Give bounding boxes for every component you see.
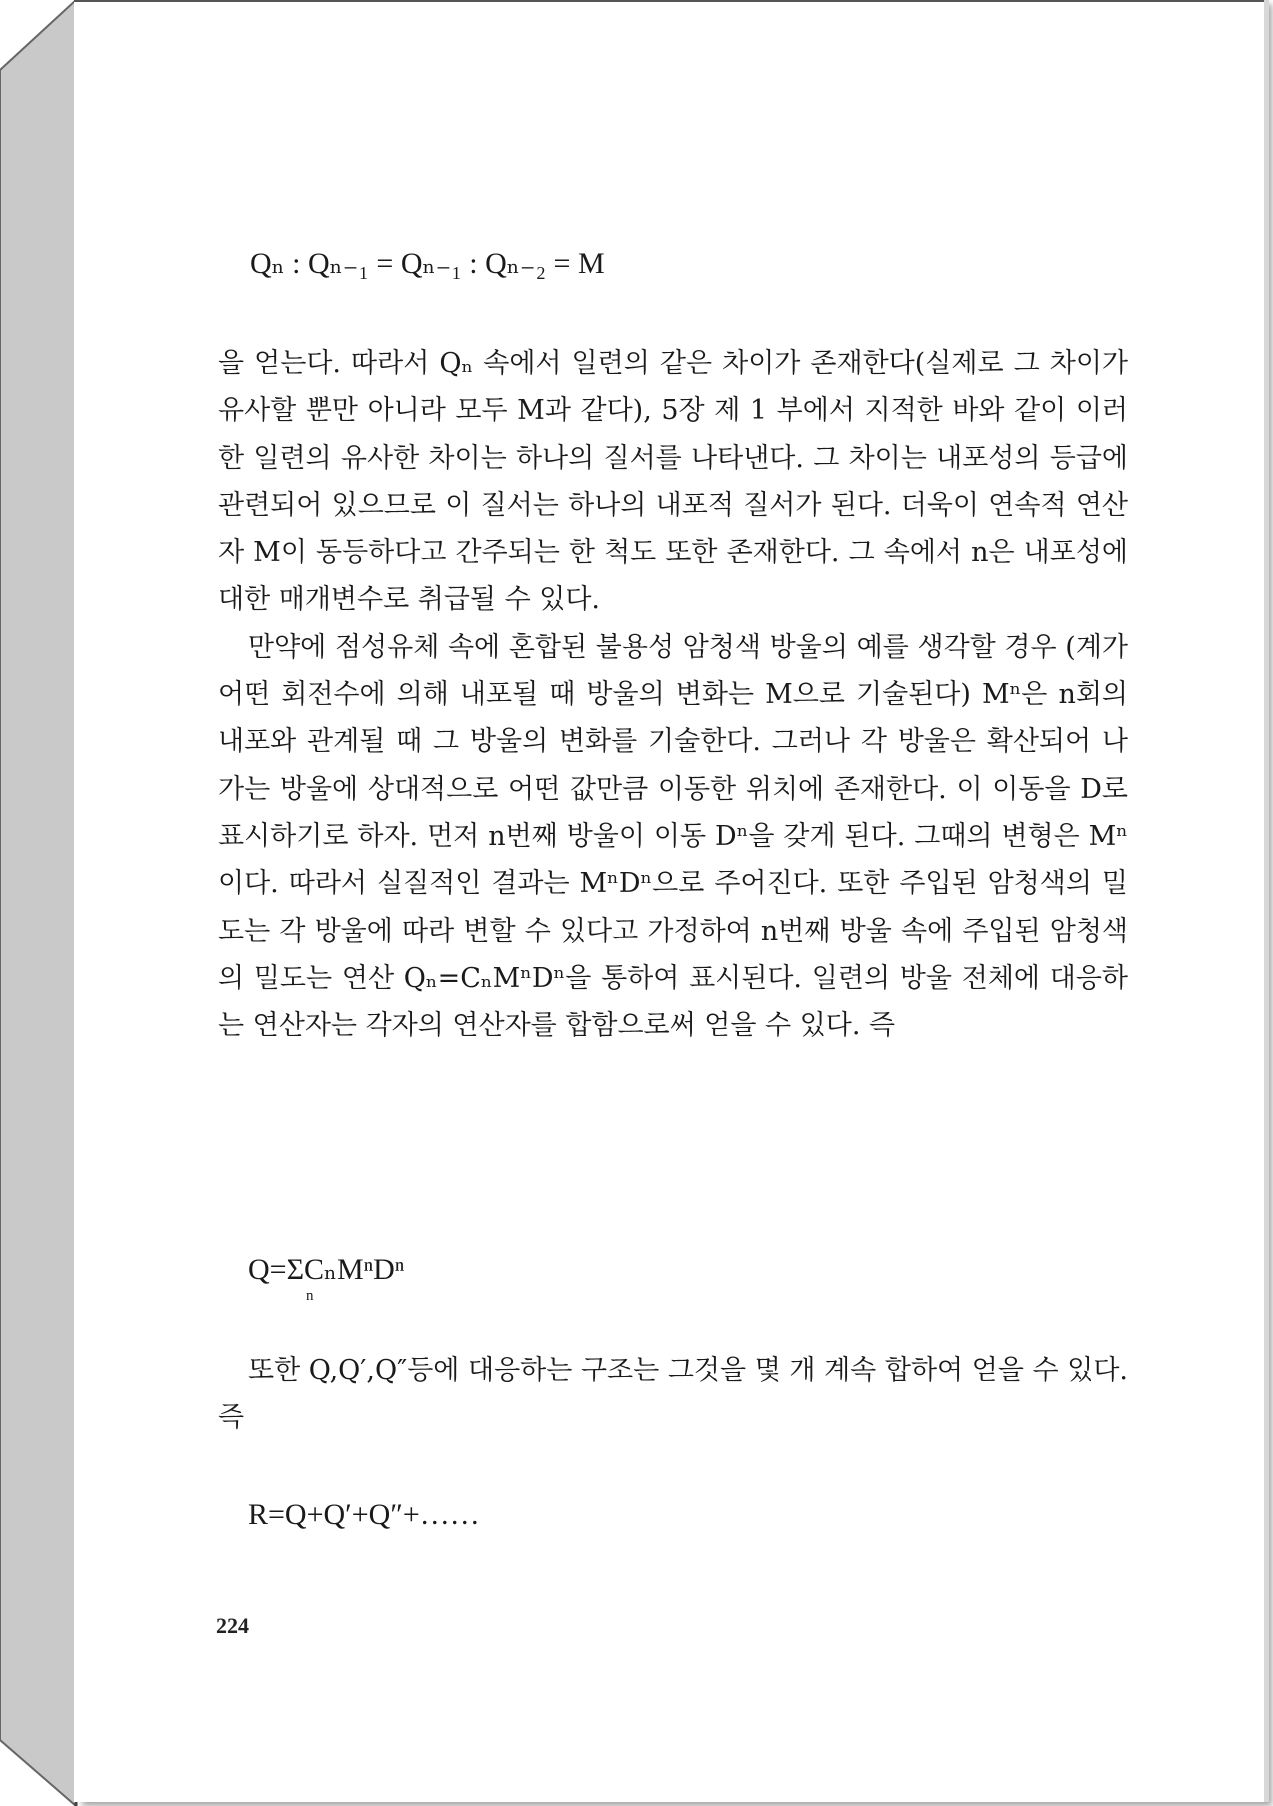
paragraph-2: 만약에 점성유체 속에 혼합된 불용성 암청색 방울의 예를 생각할 경우 (계가 어떤 회전수에 의해 내포될 때 방울의 변화는 M으로 기술된다) Mⁿ은 n회의 내포와 관계될 때 그 방울의 변화를 기술한다. 그러나 각 방울은 확산되어 나가는 방울에 상대적으로 어떤 값만큼 이동한 위치에 존재한다. 이 이동을 D로 표시하기로 하자. 먼저 n번째 방울이 이동 Dⁿ을 갖게 된다. 그때의 변형은 Mⁿ이다. 따라서 실질적인 결과는 MⁿDⁿ으로 주어진다. 또한 주입된 암청색의 밀도는 각 방울에 따라 변할 수 있다고 가정하여 n번째 방울 속에 주입된 암청색의 밀도는 연산 Qₙ=CₙMⁿDⁿ을 통하여 표시된다. 일련의 방울 전체에 대응하는 연산자는 각자의 연산자를 합함으로써 얻을 수 있다. 즉 <box>218 631 1128 1042</box>
body-text-block-2 <box>218 1347 1128 1442</box>
page-number: 224 <box>216 1613 249 1638</box>
paragraph-1: 을 얻는다. 따라서 Qₙ 속에서 일련의 같은 차이가 존재한다(실제로 그 차이가 유사할 뿐만 아니라 모두 M과 같다), 5장 제 1 부에서 지적한 바와 같이 이러한 일련의 유사한 차이는 하나의 질서를 나타낸다. 그 차이는 내포성의 등급에 관련되어 있으므로 이 질서는 하나의 내포적 질서가 된다. 더욱이 연속적 연산자 M이 동등하다고 간주되는 한 척도 또한 존재한다. 그 속에서 n은 내포성에 대한 매개변수로 취급될 수 있다. <box>218 348 1128 616</box>
formula-ratio: Qₙ : Qₙ₋₁ = Qₙ₋₁ : Qₙ₋₂ = M <box>250 247 605 280</box>
body-text-block-1 <box>218 340 1128 1049</box>
formula-sum <box>248 1252 405 1304</box>
paragraph-3: 또한 Q,Q′,Q″등에 대응하는 구조는 그것을 몇 개 계속 합하여 얻을 수 있다. 즉 <box>218 1355 1128 1434</box>
formula-sum-text: Q=ΣCₙMⁿDⁿ <box>248 1253 405 1286</box>
formula-sum-subscript: n <box>306 1288 314 1304</box>
formula-structure-sum: R=Q+Q′+Q″+…… <box>248 1498 480 1531</box>
book-spine <box>0 0 80 1806</box>
